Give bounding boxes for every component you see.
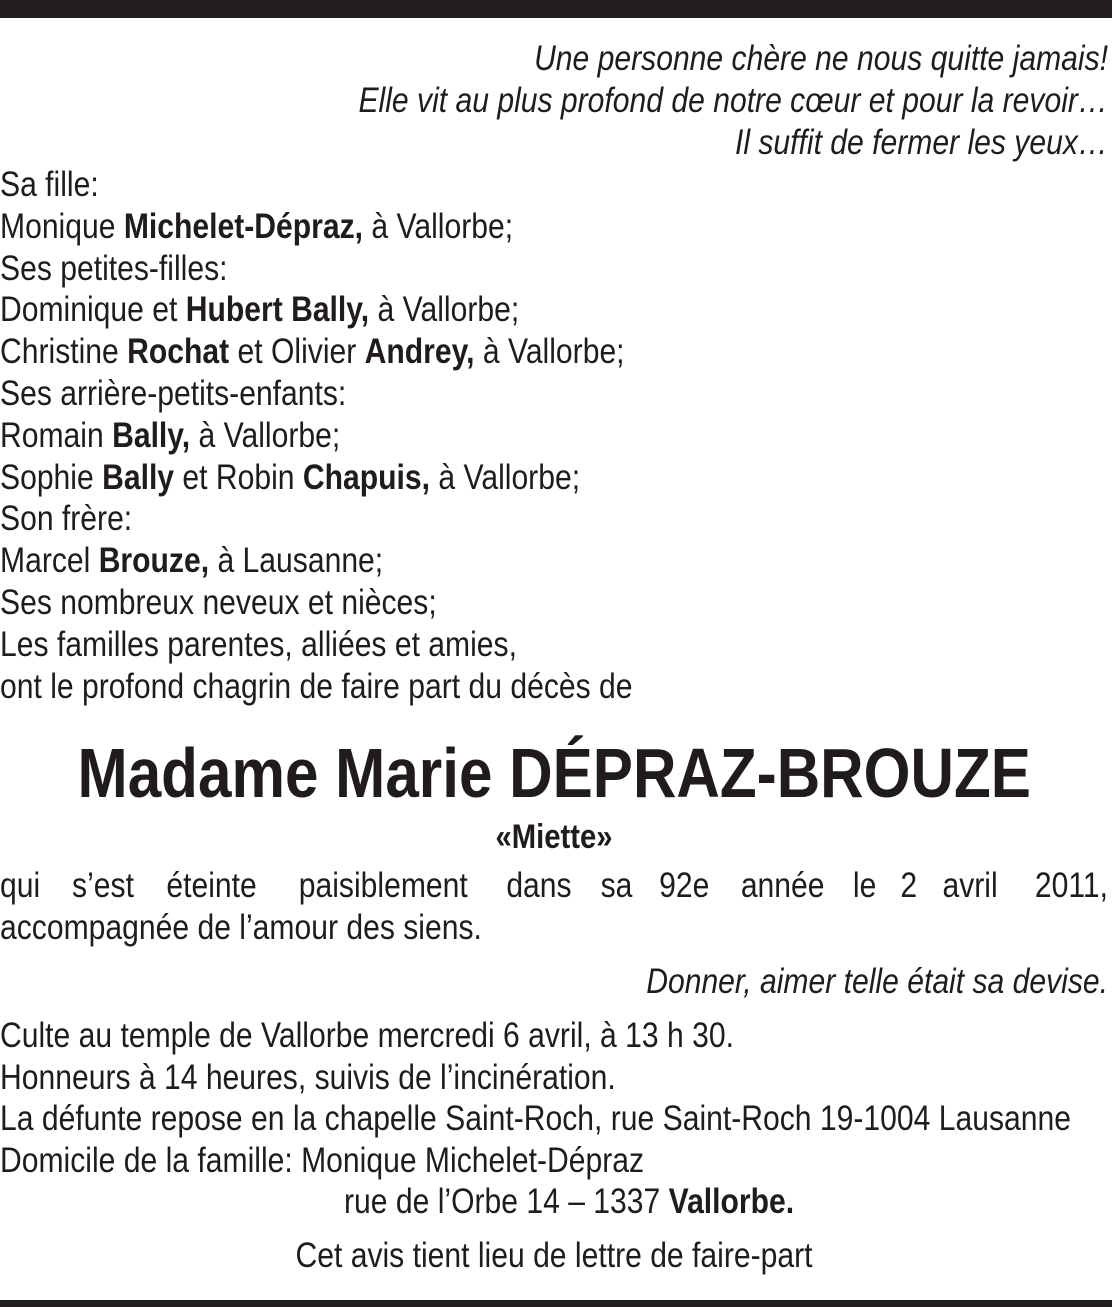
address-line: rue de l’Orbe 14 – 1337 Vallorbe. (344, 1182, 795, 1222)
announcement-word: qui (0, 866, 41, 906)
opening-verse (155, 38, 1108, 164)
rest-line: La défunte repose en la chapelle Saint-Roch, rue Saint-Roch 19-1004 Lausanne (0, 1099, 1071, 1139)
brother-heading: Son frère: (0, 499, 133, 539)
obituary-notice (0, 38, 1108, 1277)
family-list (0, 164, 1108, 707)
intro-line: ont le profond chagrin de faire part du décès de (0, 666, 633, 706)
verse-line: Il suffit de fermer les yeux… (734, 123, 1108, 162)
announcement-word: avril (942, 866, 999, 906)
motto: Donner, aimer telle était sa devise. (646, 962, 1108, 1002)
announcement-word: 2 (900, 866, 917, 906)
nephews-line: Ses nombreux neveux et nièces; (0, 582, 437, 622)
closing-note: Cet avis tient lieu de lettre de faire-part (295, 1235, 813, 1275)
honours-line: Honneurs à 14 heures, suivis de l’incinération. (0, 1057, 616, 1097)
top-border-rule (0, 0, 1112, 18)
announcement-word: le (853, 866, 877, 906)
domicile-line: Domicile de la famille: Monique Michelet-Dépraz (0, 1140, 645, 1180)
deceased-name: Madame Marie DÉPRAZ-BROUZE (77, 734, 1031, 813)
announcement-word: 92e (658, 866, 710, 906)
great-grandchild-entry: Romain Bally, à Vallorbe; (0, 415, 341, 455)
verse-line: Une personne chère ne nous quitte jamais! (534, 39, 1108, 78)
death-announcement (0, 865, 1108, 949)
great-grandchild-entry: Sophie Bally et Robin Chapuis, à Vallorbe; (0, 457, 581, 497)
daughter-entry: Monique Michelet-Dépraz, à Vallorbe; (0, 206, 514, 246)
announcement-word: sa (600, 866, 632, 906)
announcement-word: année (740, 866, 825, 906)
granddaughter-entry: Dominique et Hubert Bally, à Vallorbe; (0, 290, 520, 330)
service-line: Culte au temple de Vallorbe mercredi 6 avril, à 13 h 30. (0, 1016, 734, 1056)
great-grandchildren-heading: Ses arrière-petits-enfants: (0, 373, 347, 413)
daughter-heading: Sa fille: (0, 165, 99, 204)
brother-entry: Marcel Brouze, à Lausanne; (0, 541, 384, 581)
announcement-word: s’est (72, 866, 134, 906)
announcement-word: 2011, (1034, 866, 1108, 906)
ceremony-details (0, 1015, 1108, 1223)
announcement-word: paisiblement (298, 866, 468, 906)
granddaughters-heading: Ses petites-filles: (0, 248, 228, 288)
announcement-line-1 (0, 865, 1108, 907)
announcement-line-2: accompagnée de l’amour des siens. (0, 908, 482, 948)
deceased-nickname: «Miette» (495, 818, 613, 857)
bottom-border-rule (0, 1300, 1112, 1307)
verse-line: Elle vit au plus profond de notre cœur et pour la revoir… (358, 81, 1108, 120)
families-line: Les familles parentes, alliées et amies, (0, 624, 517, 664)
announcement-word: dans (506, 866, 572, 906)
granddaughter-entry: Christine Rochat et Olivier Andrey, à Vallorbe; (0, 332, 625, 372)
announcement-word: éteinte (166, 866, 257, 906)
